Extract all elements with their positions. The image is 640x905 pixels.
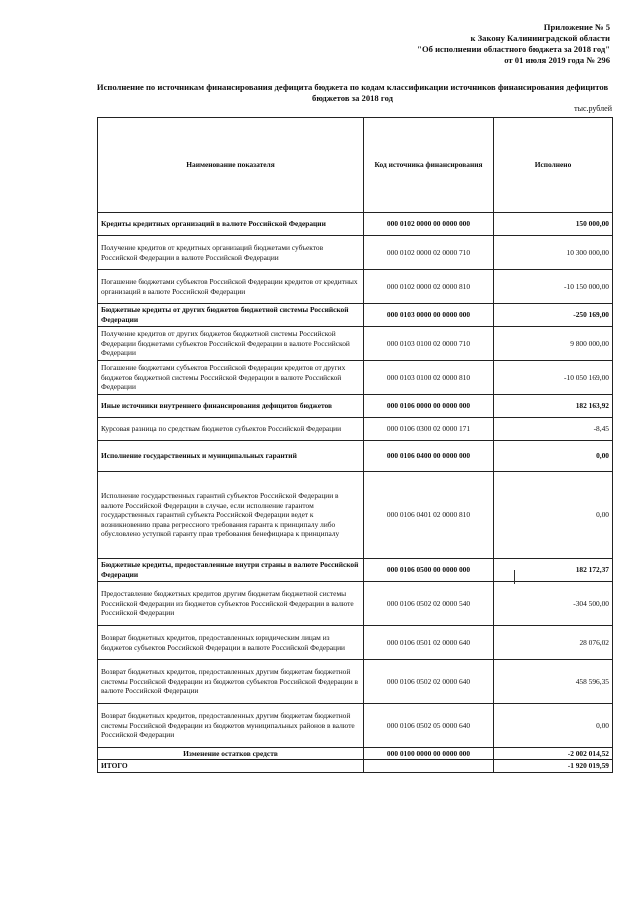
row-code: 000 0106 0000 00 0000 000	[364, 395, 494, 418]
row-value: 0,00	[494, 441, 613, 472]
table-row	[98, 582, 613, 626]
row-name: Получение кредитов от других бюджетов бюджетной системы Российской Федерации бюджетами субъектов Российской Федерации в валюте Российской Федерации	[98, 327, 364, 361]
row-name: Возврат бюджетных кредитов, предоставленных другим бюджетам бюджетной системы Российской Федерации из бюджетов муниципальных районов в валюте Российской Федерации	[98, 704, 364, 748]
row-code: 000 0106 0400 00 0000 000	[364, 441, 494, 472]
row-name: Бюджетные кредиты от других бюджетов бюджетной системы Российской Федерации	[98, 304, 364, 327]
table-row	[98, 472, 613, 559]
column-header-code: Код источника финансирования	[364, 118, 494, 213]
table-row	[98, 748, 613, 760]
appendix-line: от 01 июля 2019 года № 296	[504, 55, 610, 65]
row-name: Исполнение государственных гарантий субъектов Российской Федерации в валюте Российской Федерации в случае, если исполнение гарантом государственных гарантий субъекта Российской Федерации ведет к возникновению права регрессного требования гаранта к принципалу либо обусловлено уступкой гаранту прав требования бенефициара к принципалу	[98, 472, 364, 559]
table-row	[98, 236, 613, 270]
row-code: 000 0102 0000 00 0000 000	[364, 213, 494, 236]
row-name: Изменение остатков средств	[98, 748, 364, 760]
row-name: Погашение бюджетами субъектов Российской Федерации кредитов от других бюджетов бюджетной системы Российской Федерации в валюте Российской Федерации	[98, 361, 364, 395]
appendix-line: "Об исполнении областного бюджета за 2018 год"	[417, 44, 610, 54]
row-code: 000 0106 0502 05 0000 640	[364, 704, 494, 748]
row-value: -250 169,00	[494, 304, 613, 327]
row-value: 182 163,92	[494, 395, 613, 418]
table-row	[98, 327, 613, 361]
row-code: 000 0103 0100 02 0000 710	[364, 327, 494, 361]
appendix-header	[310, 22, 610, 66]
row-name: Исполнение государственных и муниципальных гарантий	[98, 441, 364, 472]
appendix-line: Приложение № 5	[543, 22, 610, 32]
row-value: 0,00	[494, 472, 613, 559]
table-row	[98, 361, 613, 395]
table-row	[98, 704, 613, 748]
row-value: -10 150 000,00	[494, 270, 613, 304]
row-name: Предоставление бюджетных кредитов другим бюджетам бюджетной системы Российской Федерации из бюджетов субъектов Российской Федерации в валюте Российской Федерации	[98, 582, 364, 626]
row-code	[364, 760, 494, 773]
row-value: -2 002 014,52	[494, 748, 613, 760]
row-value: 28 076,02	[494, 626, 613, 660]
units-label: тыс.рублей	[574, 104, 612, 113]
row-value: 0,00	[494, 704, 613, 748]
row-name: ИТОГО	[98, 760, 364, 773]
row-value: -1 920 019,59	[494, 760, 613, 773]
table-row	[98, 760, 613, 773]
table-row	[98, 441, 613, 472]
row-code: 000 0102 0000 02 0000 710	[364, 236, 494, 270]
table-header-row	[98, 118, 613, 213]
row-code: 000 0106 0502 02 0000 640	[364, 660, 494, 704]
row-code: 000 0102 0000 02 0000 810	[364, 270, 494, 304]
row-code: 000 0103 0000 00 0000 000	[364, 304, 494, 327]
table-row	[98, 660, 613, 704]
row-value: 458 596,35	[494, 660, 613, 704]
row-name: Бюджетные кредиты, предоставленные внутри страны в валюте Российской Федерации	[98, 559, 364, 582]
row-code: 000 0103 0100 02 0000 810	[364, 361, 494, 395]
row-value: 150 000,00	[494, 213, 613, 236]
row-name: Кредиты кредитных организаций в валюте Российской Федерации	[98, 213, 364, 236]
row-value: -8,45	[494, 418, 613, 441]
row-code: 000 0106 0502 02 0000 540	[364, 582, 494, 626]
scan-mark	[514, 570, 515, 584]
row-name: Погашение бюджетами субъектов Российской Федерации кредитов от кредитных организаций в валюте Российской Федерации	[98, 270, 364, 304]
appendix-line: к Закону Калининградской области	[470, 33, 610, 43]
table-row	[98, 304, 613, 327]
table-body	[98, 213, 613, 773]
column-header-value: Исполнено	[494, 118, 613, 213]
table-row	[98, 395, 613, 418]
row-code: 000 0106 0500 00 0000 000	[364, 559, 494, 582]
row-name: Иные источники внутреннего финансирования дефицитов бюджетов	[98, 395, 364, 418]
row-name: Возврат бюджетных кредитов, предоставленных юридическим лицам из бюджетов субъектов Российской Федерации в валюте Российской Федерации	[98, 626, 364, 660]
table-row	[98, 418, 613, 441]
row-name: Получение кредитов от кредитных организаций бюджетами субъектов Российской Федерации в валюте Российской Федерации	[98, 236, 364, 270]
table-row	[98, 270, 613, 304]
row-value: 10 300 000,00	[494, 236, 613, 270]
table-row	[98, 626, 613, 660]
table-row	[98, 213, 613, 236]
sources-table	[97, 117, 613, 773]
row-name: Курсовая разница по средствам бюджетов субъектов Российской Федерации	[98, 418, 364, 441]
row-code: 000 0106 0300 02 0000 171	[364, 418, 494, 441]
row-code: 000 0106 0401 02 0000 810	[364, 472, 494, 559]
row-value: -10 050 169,00	[494, 361, 613, 395]
row-name: Возврат бюджетных кредитов, предоставленных другим бюджетам бюджетной системы Российской Федерации из бюджетов субъектов Российской Федерации в валюте Российской Федерации	[98, 660, 364, 704]
row-value: 182 172,37	[494, 559, 613, 582]
row-code: 000 0106 0501 02 0000 640	[364, 626, 494, 660]
row-code: 000 0100 0000 00 0000 000	[364, 748, 494, 760]
column-header-name: Наименование показателя	[98, 118, 364, 213]
document-title: Исполнение по источникам финансирования дефицита бюджета по кодам классификации источников финансирования дефицитов бюджетов за 2018 год	[96, 82, 609, 103]
table-row	[98, 559, 613, 582]
row-value: -304 500,00	[494, 582, 613, 626]
row-value: 9 800 000,00	[494, 327, 613, 361]
